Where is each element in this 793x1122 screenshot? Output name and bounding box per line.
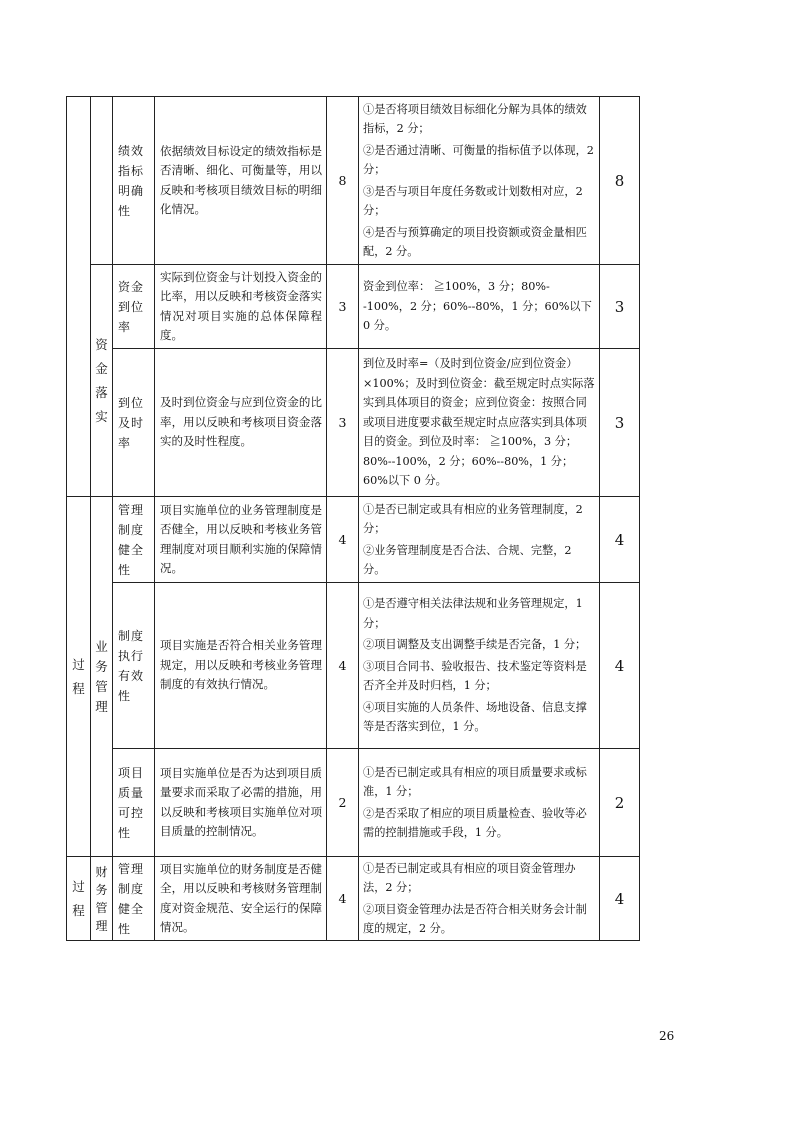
- indicator-cell: 绩效指标明确性: [113, 97, 155, 265]
- total-score-cell: 4: [600, 583, 640, 749]
- group-cell: [91, 265, 113, 497]
- criterion: ④是否与预算确定的项目投资额或资金量相匹配，2 分。: [363, 225, 587, 258]
- criterion: ②项目资金管理办法是否符合相关财务会计制度的规定，2 分。: [363, 902, 587, 935]
- indicator-cell: 到位及时率: [113, 349, 155, 497]
- total-score-cell: 4: [600, 857, 640, 941]
- description-cell: 实际到位资金与计划投入资金的比率，用以反映和考核资金落实情况对项目实施的总体保障程度。: [155, 265, 327, 349]
- criteria-cell: [359, 583, 600, 749]
- table-row: [67, 857, 640, 941]
- table-row: [67, 497, 640, 583]
- indicator-cell: 项目质量可控性: [113, 749, 155, 857]
- level-cell: [67, 497, 91, 857]
- criterion: ①是否将项目绩效目标细化分解为具体的绩效指标，2 分；: [363, 102, 587, 135]
- score-cell: 8: [327, 97, 359, 265]
- description-cell: 项目实施单位的业务管理制度是否健全，用以反映和考核业务管理制度对项目顺利实施的保障情况。: [155, 497, 327, 583]
- total-score-cell: 8: [600, 97, 640, 265]
- group-cell: [91, 857, 113, 941]
- criteria-cell: [359, 349, 600, 497]
- score-cell: 3: [327, 349, 359, 497]
- criterion: ①是否已制定或具有相应的项目质量要求或标准，1 分；: [363, 765, 587, 798]
- criteria-cell: [359, 265, 600, 349]
- description-cell: 项目实施是否符合相关业务管理规定，用以反映和考核业务管理制度的有效执行情况。: [155, 583, 327, 749]
- criteria-cell: [359, 857, 600, 941]
- total-score-cell: 3: [600, 265, 640, 349]
- group-label: 财务管理: [95, 864, 108, 933]
- criterion: ②项目调整及支出调整手续是否完备，1 分；: [363, 638, 587, 652]
- criteria-cell: [359, 749, 600, 857]
- score-cell: 3: [327, 265, 359, 349]
- level-label: 过程: [72, 656, 85, 696]
- criterion: ②业务管理制度是否合法、合规、完整，2 分。: [363, 543, 572, 576]
- criterion: ④项目实施的人员条件、场地设备、信息支撑等是否落实到位，1 分。: [363, 700, 587, 734]
- table-row: [67, 749, 640, 857]
- score-cell: 4: [327, 857, 359, 941]
- indicator-cell: 管理制度健全性: [113, 497, 155, 583]
- description-cell: 项目实施单位的财务制度是否健全，用以反映和考核财务管理制度对资金规范、安全运行的保障情况。: [155, 857, 327, 941]
- table-row: [67, 583, 640, 749]
- indicator-cell: 资金到位率: [113, 265, 155, 349]
- criterion: ①是否遵守相关法律法规和业务管理规定，1 分；: [363, 597, 583, 630]
- criterion: ②是否采取了相应的项目质量检查、验收等必需的控制措施或手段，1 分。: [363, 806, 587, 839]
- description-cell: 及时到位资金与应到位资金的比率，用以反映和考核项目资金落实的及时性程度。: [155, 349, 327, 497]
- description-cell: 项目实施单位是否为达到项目质量要求而采取了必需的措施，用以反映和考核项目实施单位对项目质量的控制情况。: [155, 749, 327, 857]
- criteria-cell: [359, 97, 600, 265]
- table-row: [67, 349, 640, 497]
- criterion: ②是否通过清晰、可衡量的指标值予以体现，2 分；: [363, 143, 594, 176]
- total-score-cell: 4: [600, 497, 640, 583]
- description-cell: 依据绩效目标设定的绩效指标是否清晰、细化、可衡量等，用以反映和考核项目绩效目标的明细化情况。: [155, 97, 327, 265]
- group-label: 业务管理: [95, 638, 108, 714]
- table-row: [67, 265, 640, 349]
- group-cell: [91, 97, 113, 265]
- level-cell: [67, 857, 91, 941]
- page-number: 26: [659, 1029, 675, 1043]
- table-row: [67, 97, 640, 265]
- total-score-cell: 2: [600, 749, 640, 857]
- score-cell: 4: [327, 497, 359, 583]
- criterion: 资金到位率： ≧100%，3 分；80%--100%，2 分；60%--80%，1 分；60%以下 0 分。: [363, 280, 592, 333]
- group-cell: [91, 497, 113, 857]
- level-label: 过程: [72, 878, 85, 918]
- indicator-cell: 管理制度健全性: [113, 857, 155, 941]
- evaluation-table: [66, 96, 640, 941]
- score-cell: 4: [327, 583, 359, 749]
- criterion: ③项目合同书、验收报告、技术鉴定等资料是否齐全并及时归档，1 分；: [363, 659, 587, 693]
- criterion: ①是否已制定或具有相应的项目资金管理办法，2 分；: [363, 861, 576, 894]
- group-label: 资金落实: [95, 336, 108, 424]
- criterion: ①是否已制定或具有相应的业务管理制度，2 分；: [363, 502, 583, 535]
- level-cell: [67, 97, 91, 497]
- indicator-cell: 制度执行有效性: [113, 583, 155, 749]
- criterion: 到位及时率=（及时到位资金/应到位资金）×100%；及时到位资金：截至规定时点实际落实到具体项目的资金；应到位资金：按照合同或项目进度要求截至规定时点应落实到具体项目的资金。到位及时率： ≧100%，3 分；80%--100%，2 分；60%--80%，1 分；60%以下 0 分。: [363, 357, 595, 488]
- criterion: ③是否与项目年度任务数或计划数相对应，2 分；: [363, 184, 583, 217]
- score-cell: 2: [327, 749, 359, 857]
- total-score-cell: 3: [600, 349, 640, 497]
- criteria-cell: [359, 497, 600, 583]
